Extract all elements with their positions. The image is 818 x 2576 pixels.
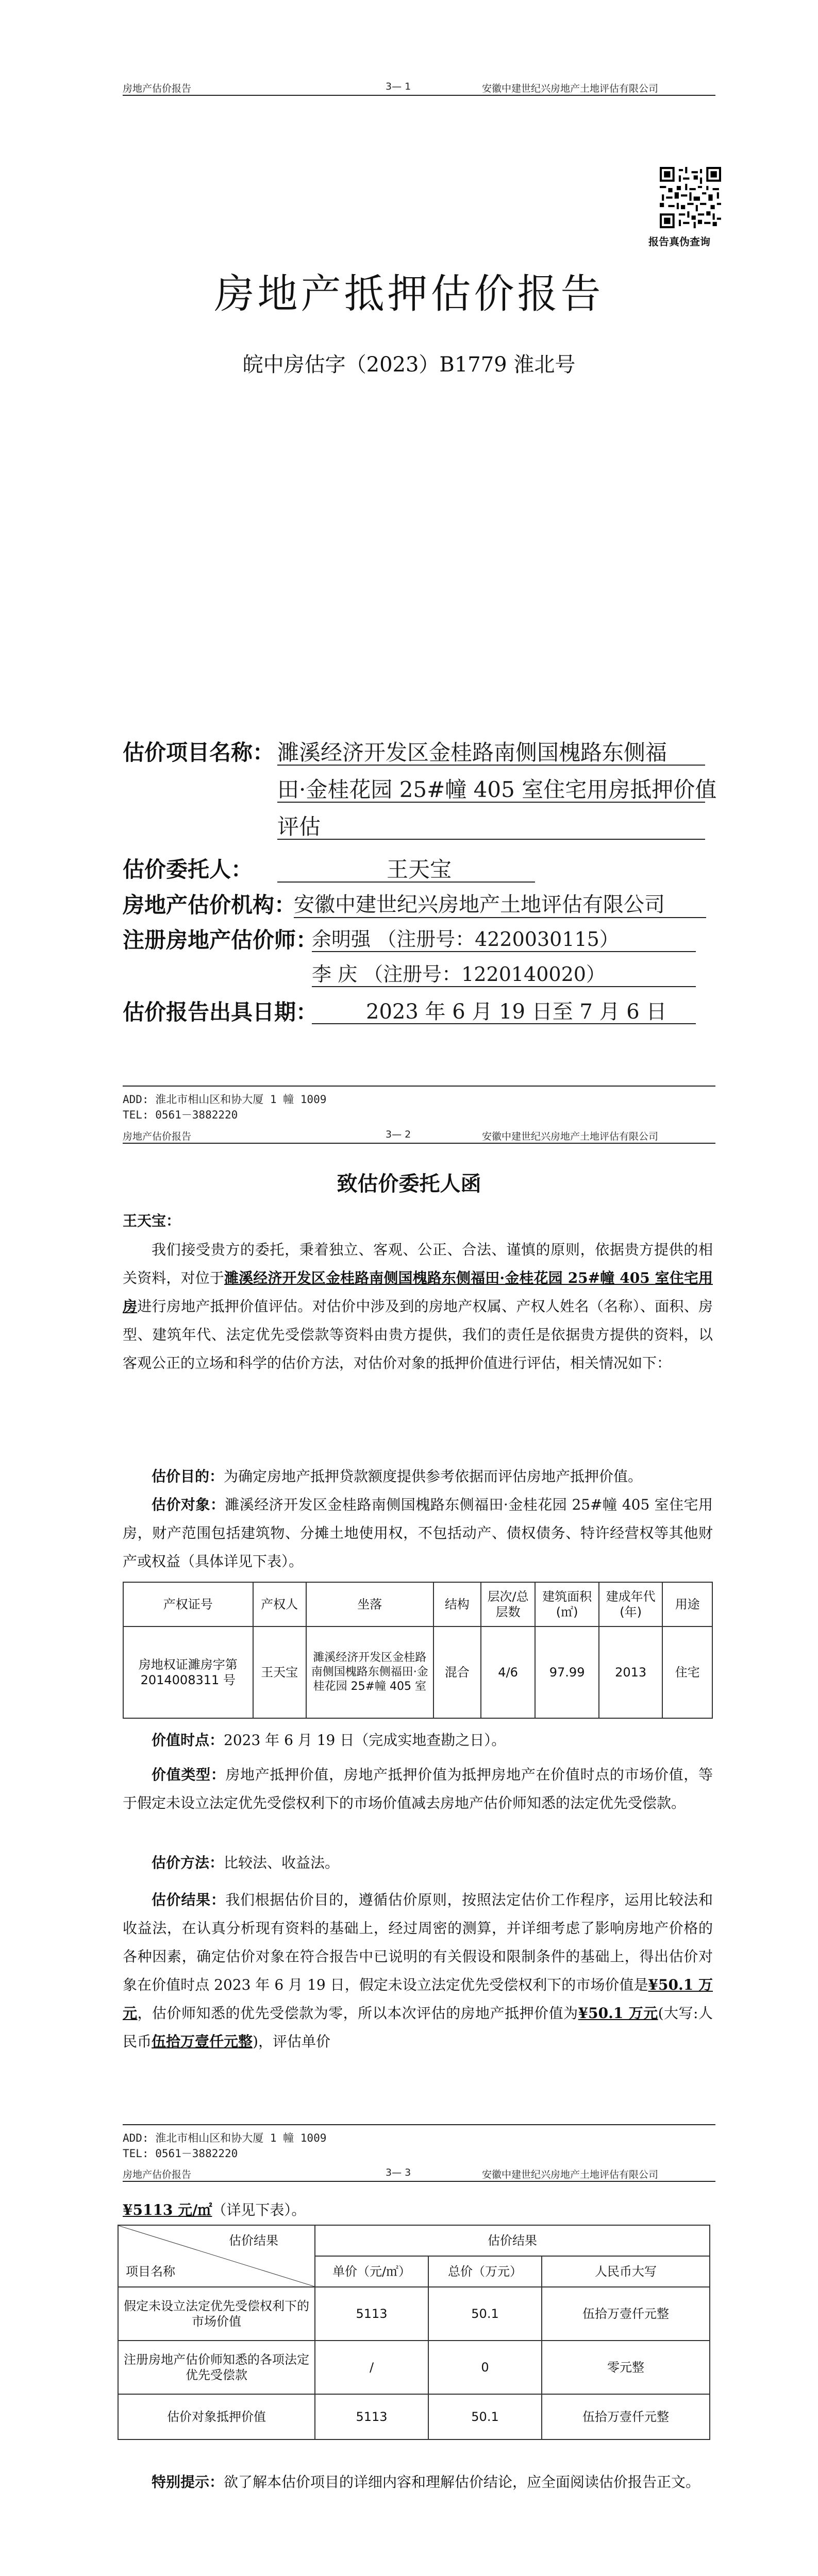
cell-use: 住宅 xyxy=(662,1626,712,1718)
row-caps: 伍拾万壹仟元整 xyxy=(542,2287,710,2341)
time-label: 价值时点： xyxy=(152,1732,224,1749)
corner-bottom: 项目名称 xyxy=(126,2264,175,2279)
col-location: 坐落 xyxy=(306,1582,433,1626)
letter-title: 致估价委托人函 xyxy=(337,1172,481,1196)
project-underline-3 xyxy=(277,839,705,840)
cell-area: 97.99 xyxy=(535,1626,599,1718)
intro-property: 濉溪经济开发区金桂路南侧国槐路东侧福田·金桂花园 25#幢 405 室住宅用房 xyxy=(123,1269,713,1315)
client-label: 估价委托人： xyxy=(123,857,253,882)
col-year: 建成年代(年) xyxy=(599,1582,663,1626)
result-label: 估价结果： xyxy=(152,1891,226,1908)
date-label: 估价报告出具日期： xyxy=(123,999,318,1025)
method-text: 比较法、收益法。 xyxy=(224,1854,340,1871)
qr-code-icon[interactable] xyxy=(660,167,721,228)
project-underline-1 xyxy=(277,765,705,766)
header-rule xyxy=(123,2181,715,2182)
table-row xyxy=(123,1626,712,1718)
footer-rule xyxy=(123,1086,715,1087)
purpose-paragraph xyxy=(123,1462,713,1490)
project-line-2: 田·金桂花园 25#幢 405 室住宅用房抵押价值 xyxy=(277,777,717,802)
header-left: 房地产估价报告 xyxy=(123,83,192,94)
cell-cert: 房地权证濉房字第 2014008311 号 xyxy=(123,1626,253,1718)
result-text-c: (大写:人民币 xyxy=(123,2005,713,2050)
col-unit: 单价（元/㎡） xyxy=(315,2256,428,2287)
agency-value: 安徽中建世纪兴房地产土地评估有限公司 xyxy=(294,893,665,917)
row-name: 估价对象抵押价值 xyxy=(118,2394,315,2439)
row-total: 0 xyxy=(428,2341,542,2394)
result-text-d: )，评估单价 xyxy=(253,2033,330,2050)
result-text-a: 我们根据估价目的，遵循估价原则，按照法定估价工作程序，运用比较法和收益法，在认真分析现有资料的基础上，经过周密的测算，并详细考虑了影响房地产价格的各种因素，确定估价对象在符合报告中已说明的有关假设和限制条件的基础上，得出估价对象在价值时点 2023 年 6 月 19 日，假定未设立法定优先受偿权利下的市场价值是 xyxy=(123,1891,713,1993)
cell-year: 2013 xyxy=(599,1626,663,1718)
unit-price: ¥5113 元/㎡ xyxy=(123,2201,212,2218)
header-right: 安徽中建世纪兴房地产土地评估有限公司 xyxy=(482,1131,659,1142)
time-text: 2023 年 6 月 19 日（完成实地查勘之日）。 xyxy=(224,1732,506,1749)
result-table xyxy=(118,2225,710,2440)
header-page-number: 3— 1 xyxy=(386,81,411,92)
object-paragraph xyxy=(123,1490,713,1575)
object-text: 濉溪经济开发区金桂路南侧国槐路东侧福田·金桂花园 25#幢 405 室住宅用房，财产范围包括建筑物、分摊土地使用权，不包括动产、债权债务、特许经营权等其他财产或权益（具体详见下表）。 xyxy=(123,1496,713,1570)
col-total: 总价（万元） xyxy=(428,2256,542,2287)
project-underline-2 xyxy=(277,802,705,803)
purpose-text: 为确定房地产抵押贷款额度提供参考依据而评估房地产抵押价值。 xyxy=(224,1468,643,1485)
cell-location: 濉溪经济开发区金桂路南侧国槐路东侧福田·金桂花园 25#幢 405 室 xyxy=(306,1626,433,1718)
appraiser-1: 余明强 （注册号：4220030115） xyxy=(312,928,619,951)
purpose-label: 估价目的： xyxy=(152,1468,224,1485)
row-caps: 伍拾万壹仟元整 xyxy=(542,2394,710,2439)
group-header: 估价结果 xyxy=(315,2225,710,2256)
client-underline xyxy=(277,882,535,883)
header-left: 房地产估价报告 xyxy=(123,2169,192,2180)
method-paragraph xyxy=(123,1849,713,1877)
table-row xyxy=(118,2341,710,2394)
col-use: 用途 xyxy=(662,1582,712,1626)
report-number: 皖中房估字（2023）B1779 淮北号 xyxy=(242,353,576,377)
cell-owner: 王天宝 xyxy=(253,1626,306,1718)
mortgage-value: ¥50.1 万元 xyxy=(578,2005,658,2022)
col-caps: 人民币大写 xyxy=(542,2256,710,2287)
appraiser-label: 注册房地产估价师： xyxy=(123,927,318,953)
footer-rule xyxy=(123,2124,715,2125)
type-text: 房地产抵押价值，房地产抵押价值为抵押房地产在价值时点的市场价值，等于假定未设立法定优先受偿权利下的市场价值减去房地产估价师知悉的法定优先受偿款。 xyxy=(123,1766,713,1811)
client-value: 王天宝 xyxy=(387,857,452,882)
appraiser-underline-2 xyxy=(312,986,696,987)
table-row xyxy=(118,2394,710,2439)
date-value: 2023 年 6 月 19 日至 7 月 6 日 xyxy=(366,1000,667,1024)
header-rule xyxy=(123,95,715,96)
mortgage-value-caps: 伍拾万壹仟元整 xyxy=(152,2033,253,2050)
result-text-b: ，估价师知悉的优先受偿款为零，所以本次评估的房地产抵押价值为 xyxy=(137,2005,578,2022)
footer-tel: TEL: 0561－3882220 xyxy=(123,1109,238,1121)
col-cert: 产权证号 xyxy=(123,1582,253,1626)
col-owner: 产权人 xyxy=(253,1582,306,1626)
project-line-3: 评估 xyxy=(277,814,321,839)
row-name: 假定未设立法定优先受偿权利下的市场价值 xyxy=(118,2287,315,2341)
corner-top: 估价结果 xyxy=(229,2233,278,2248)
header-right: 安徽中建世纪兴房地产土地评估有限公司 xyxy=(482,2169,659,2180)
agency-underline xyxy=(294,917,706,918)
tip-text: 欲了解本估价项目的详细内容和理解估价结论，应全面阅读估价报告正文。 xyxy=(224,2473,700,2490)
header-rule xyxy=(123,1143,715,1144)
type-paragraph xyxy=(123,1760,713,1817)
market-value: ¥50.1 万元 xyxy=(123,1976,713,2022)
project-label: 估价项目名称： xyxy=(123,740,275,765)
result-paragraph xyxy=(123,1886,713,2056)
footer-address: ADD: 淮北市相山区和协大厦 1 幢 1009 xyxy=(123,2132,327,2144)
header-right: 安徽中建世纪兴房地产土地评估有限公司 xyxy=(482,83,659,94)
row-total: 50.1 xyxy=(428,2394,542,2439)
row-unit: 5113 xyxy=(315,2394,428,2439)
method-label: 估价方法： xyxy=(152,1854,224,1871)
unit-price-note: （详见下表）。 xyxy=(212,2201,306,2218)
agency-label: 房地产估价机构： xyxy=(123,892,296,918)
cell-structure: 混合 xyxy=(433,1626,481,1718)
property-table xyxy=(123,1582,713,1719)
intro-paragraph xyxy=(123,1235,713,1377)
intro-text-b: 进行房地产抵押价值评估。对估价中涉及到的房地产权属、产权人姓名（名称）、面积、房型、建筑年代、法定优先受偿款等资料由贵方提供，我们的责任是依据贵方提供的资料，以客观公正的立场和科学的估价方法，对估价对象的抵押价值进行评估，相关情况如下： xyxy=(123,1298,713,1371)
appraiser-2: 李 庆 （注册号：1220140020） xyxy=(312,963,606,986)
col-floor: 层次/总层数 xyxy=(481,1582,536,1626)
object-label: 估价对象： xyxy=(152,1496,225,1513)
row-unit: / xyxy=(315,2341,428,2394)
row-caps: 零元整 xyxy=(542,2341,710,2394)
col-area: 建筑面积(㎡) xyxy=(535,1582,599,1626)
time-paragraph xyxy=(123,1726,713,1754)
salutation: 王天宝： xyxy=(123,1212,181,1229)
intro-text-a: 我们接受贵方的委托，秉着独立、客观、公正、合法、谨慎的原则，依据贵方提供的相关资料，对位于 xyxy=(123,1241,713,1286)
tip-label: 特别提示： xyxy=(152,2473,224,2490)
header-left: 房地产估价报告 xyxy=(123,1131,192,1142)
table-row xyxy=(118,2287,710,2341)
row-name: 注册房地产估价师知悉的各项法定优先受偿款 xyxy=(118,2341,315,2394)
header-page-number: 3— 2 xyxy=(386,1129,411,1140)
footer-tel: TEL: 0561－3882220 xyxy=(123,2147,238,2160)
unit-price-line xyxy=(123,2199,306,2219)
project-line-1: 濉溪经济开发区金桂路南侧国槐路东侧福 xyxy=(277,740,667,765)
appraiser-underline-1 xyxy=(312,951,696,952)
row-unit: 5113 xyxy=(315,2287,428,2341)
qr-caption: 报告真伪查询 xyxy=(648,235,710,248)
report-title: 房地产抵押估价报告 xyxy=(214,271,604,317)
cell-floor: 4/6 xyxy=(481,1626,536,1718)
row-total: 50.1 xyxy=(428,2287,542,2341)
col-structure: 结构 xyxy=(433,1582,481,1626)
footer-address: ADD: 淮北市相山区和协大厦 1 幢 1009 xyxy=(123,1093,327,1106)
corner-cell xyxy=(118,2225,315,2287)
date-underline xyxy=(312,1023,696,1024)
header-page-number: 3— 3 xyxy=(386,2167,411,2178)
tip-paragraph xyxy=(123,2468,713,2496)
type-label: 价值类型： xyxy=(152,1766,226,1783)
